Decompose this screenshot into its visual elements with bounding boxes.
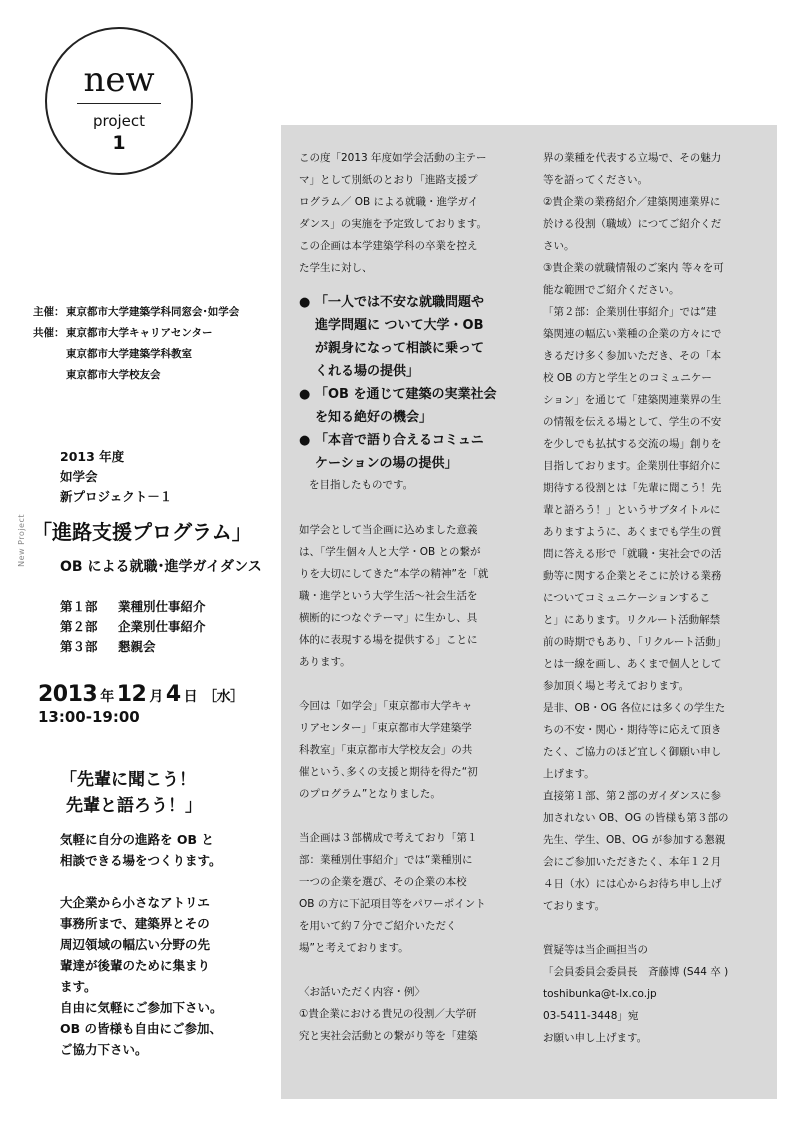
- text-line: 上げます。: [543, 768, 595, 780]
- text-line: 「本音で語り合えるコミュニ: [315, 433, 484, 448]
- part-number: 第２部: [60, 619, 98, 634]
- contact-email: toshibunka@t-lx.co.jp: [543, 988, 657, 1000]
- date-day-unit: 日: [183, 689, 198, 705]
- sponsor-row: [33, 323, 239, 344]
- text-line: 事務所まで、建築界とその: [60, 916, 210, 931]
- sponsor-label: 共催：: [33, 327, 65, 339]
- text-line: 築関連の幅広い業種の企業の方々にで: [543, 328, 722, 340]
- text-line: 「一人では不安な就職問題や: [315, 295, 485, 310]
- logo-word: new: [83, 60, 155, 100]
- text-line: ケーションの場の提供」: [315, 456, 458, 471]
- text-line: この度「2013 年度如学会活動の主テー: [299, 152, 487, 164]
- bullet-dot: ●: [299, 387, 311, 402]
- text-line: 如学会として当企画に込めました意義: [299, 524, 478, 536]
- text-line: ログラム／ OB による就職・進学ガイ: [299, 196, 479, 208]
- new-project-logo: [45, 27, 193, 175]
- text-line: 場”と考えております。: [299, 942, 409, 954]
- sponsor-text: 東京都市大学キャリアセンター: [66, 327, 213, 339]
- sponsor-label: 主催：: [33, 306, 65, 318]
- text-line: 「第２部：企業別仕事紹介」では“建: [543, 306, 717, 318]
- text-line: さい。: [543, 240, 575, 252]
- text-line: とは一線を画し、あくまで個人として: [543, 658, 722, 670]
- spacer: [543, 917, 765, 939]
- intro-org: 如学会: [60, 469, 98, 484]
- text-line: 科教室」「東京都市大学校友会」の共: [299, 744, 473, 756]
- text-line: 先生、学生、OB、OG が参加する懇親: [543, 834, 726, 846]
- text-line: 加されない OB、OG の皆様も第３部の: [543, 812, 729, 824]
- text-line: 於ける役割（職域）につてご紹介くだ: [543, 218, 722, 230]
- text-line: OB の皆様も自由にご参加、: [60, 1021, 223, 1036]
- text-line: りを大切にしてきた“本学の精神”を「就: [299, 568, 489, 580]
- text-line: 輩と語ろう！」というサブタイトルに: [543, 504, 721, 516]
- paragraph: [299, 981, 517, 1047]
- text-line: リアセンター」「東京都市大学建築学: [299, 722, 472, 734]
- text-line: 部：業種別仕事紹介」では“業種別に: [299, 854, 473, 866]
- contact-name: 「会員委員会委員長 斉藤博 (S44 卒 ): [543, 966, 729, 978]
- text-line: たく、ご協力のほど宜しく御願い申し: [543, 746, 722, 758]
- part-number: 第１部: [60, 599, 98, 614]
- paragraph: [299, 147, 517, 279]
- date-year: 2013: [38, 682, 98, 707]
- text-line: ダンス」の実施を予定致しております。: [299, 218, 487, 230]
- text-line: た学生に対し、: [299, 262, 373, 274]
- bullet-item: [299, 291, 517, 383]
- pitch-text: [60, 829, 255, 1081]
- part-item: [60, 637, 206, 657]
- pitch-paragraph: [60, 892, 255, 1060]
- text-line: ①貴企業における貴兄の役割／大学研: [299, 1008, 477, 1020]
- sponsor-text: 東京都市大学校友会: [66, 369, 161, 381]
- text-line: くれる場の提供」: [315, 364, 420, 379]
- part-number: 第３部: [60, 639, 98, 654]
- text-line: 輩達が後輩のために集まり: [60, 958, 211, 973]
- date-day: 4: [165, 682, 181, 707]
- part-name: 懇親会: [118, 639, 156, 654]
- sponsors-block: [33, 302, 239, 386]
- text-line: を少しでも払拭する交流の場」創りを: [543, 438, 722, 450]
- text-line: 横断的につなぐテーマ」に生かし、具: [299, 612, 478, 624]
- date-year-unit: 年: [100, 689, 114, 705]
- text-line: お願い申し上げます。: [543, 1032, 648, 1044]
- date-month: 12: [116, 682, 147, 707]
- slogan: [60, 767, 202, 819]
- sponsor-text: 東京都市大学建築学科教室: [66, 348, 192, 360]
- part-item: [60, 597, 206, 617]
- sponsor-row: [33, 344, 239, 365]
- date-month-unit: 月: [149, 689, 163, 705]
- text-line: 一つの企業を選び、その企業の本校: [299, 876, 467, 888]
- text-line: OB の方に下記項目等をパワーポイント: [299, 898, 486, 910]
- vertical-label: New Project: [17, 514, 26, 567]
- text-line: を用いて約７分でご紹介いただく: [299, 920, 457, 932]
- bullet-item: [299, 429, 517, 475]
- text-line: 是非、OB・OG 各位には多くの学生た: [543, 702, 726, 714]
- text-line: 究と実社会活動との繋がり等を「建築: [299, 1030, 478, 1042]
- aim-line: を目指したものです。: [309, 479, 414, 491]
- slogan-line: 先輩と語ろう！」: [66, 796, 202, 816]
- text-line: 体的に表現する場を提供する」ことに: [299, 634, 478, 646]
- sponsor-row: [33, 302, 239, 323]
- text-line: 自由に気軽にご参加下さい。: [60, 1000, 223, 1015]
- text-line: 職・進学という大学生活～社会生活を: [299, 590, 478, 602]
- text-line: 等を語ってください。: [543, 174, 648, 186]
- text-line: 当企画は３部構成で考えており「第１: [299, 832, 478, 844]
- contact-paragraph: [543, 939, 765, 1049]
- date-weekday: ［水］: [203, 689, 244, 705]
- text-line: ありますように、あくまでも学生の質: [543, 526, 722, 538]
- text-line: 質疑等は当企画担当の: [543, 944, 648, 956]
- text-line: 今回は「如学会」「東京都市大学キャ: [299, 700, 473, 712]
- text-line: 動等に関する企業とそこに於ける業務: [543, 570, 722, 582]
- intro-year: 2013 年度: [60, 449, 125, 464]
- sponsor-row: [33, 365, 239, 386]
- text-line: 進学問題に ついて大学・OB: [315, 318, 484, 333]
- text-line: 催という､多くの支援と期待を得た“初: [299, 766, 478, 778]
- text-line: 問に答える形で「就職・実社会での活: [543, 548, 722, 560]
- sponsor-text: 東京都市大学建築学科同窓会･如学会: [66, 306, 240, 318]
- text-line: ②貴企業の業務紹介／建築関連業界に: [543, 196, 721, 208]
- logo-divider: [77, 103, 161, 104]
- pitch-paragraph: [60, 829, 255, 871]
- text-line: 目指しております。企業別仕事紹介に: [543, 460, 721, 472]
- text-line: ております。: [543, 900, 606, 912]
- text-line: 校 OB の方と学生とのコミュニケー: [543, 372, 712, 384]
- text-line: きるだけ多く参加いただき、その「本: [543, 350, 722, 362]
- description-right-column: [543, 147, 765, 1049]
- text-line: 周辺領域の幅広い分野の先: [60, 937, 211, 952]
- event-time: 13:00-19:00: [38, 708, 140, 726]
- bullet-item: [299, 383, 517, 429]
- spacer: [299, 805, 517, 827]
- text-line: ちの不安・関心・期待等に応えて頂き: [543, 724, 722, 736]
- program-title: 「進路支援プログラム」: [32, 520, 252, 544]
- description-left-column: [299, 147, 517, 1047]
- bullet-text: [315, 383, 497, 429]
- bullet-dot: ●: [299, 295, 311, 310]
- text-line: ション」を通じて「建築関連業界の生: [543, 394, 722, 406]
- event-date: [38, 682, 247, 707]
- text-line: 「OB を通じて建築の実業社会: [315, 387, 497, 402]
- spacer: [299, 959, 517, 981]
- text-line: の情報を伝える場として、学生の不安: [543, 416, 722, 428]
- text-line: 期待する役割とは「先輩に聞こう！先: [543, 482, 722, 494]
- part-name: 企業別仕事紹介: [118, 619, 206, 634]
- contact-phone: 03-5411-3448」宛: [543, 1010, 639, 1022]
- text-line: 前の時期でもあり、「リクルート活動」: [543, 636, 727, 648]
- parts-list: [60, 597, 206, 657]
- text-line: は、「学生個々人と大学・OB との繋が: [299, 546, 481, 558]
- text-line: ③貴企業の就職情報のご案内 等々を可: [543, 262, 724, 274]
- logo-sub: project: [92, 112, 146, 130]
- text-line: この企画は本学建築学科の卒業を控え: [299, 240, 478, 252]
- text-line: ４日（水）には心からお待ち申し上げ: [543, 878, 722, 890]
- program-subtitle: OB による就職･進学ガイダンス: [60, 559, 262, 575]
- intro-block: [60, 447, 172, 507]
- text-line: マ」として別紙のとおり「進路支援プ: [299, 174, 478, 186]
- paragraph: [299, 519, 517, 673]
- intro-project: 新プロジェクト－１: [60, 489, 173, 504]
- text-line: 大企業から小さなアトリエ: [60, 895, 210, 910]
- bullet-text: [315, 291, 484, 383]
- text-line: 〈お話いただく内容・例〉: [299, 986, 425, 998]
- paragraph: [299, 695, 517, 805]
- text-line: ご協力下さい。: [60, 1042, 148, 1057]
- text-line: ます。: [60, 979, 97, 994]
- slogan-line: 「先輩に聞こう！: [60, 770, 196, 790]
- text-line: 直接第１部、第２部のガイダンスに参: [543, 790, 721, 802]
- text-line: のプログラム”となりました。: [299, 788, 441, 800]
- logo-number: 1: [112, 132, 126, 154]
- text-line: についてコミュニケーションするこ: [543, 592, 711, 604]
- text-line: を知る絶好の機会」: [315, 410, 433, 425]
- text-line: あります。: [299, 656, 351, 668]
- part-item: [60, 617, 206, 637]
- paragraph: [299, 827, 517, 959]
- text-line: 相談できる場をつくります。: [60, 853, 222, 868]
- text-line: と」にあります。リクルート活動解禁: [543, 614, 721, 626]
- paragraph: [543, 147, 765, 917]
- text-line: 気軽に自分の進路を OB と: [60, 832, 214, 847]
- bullet-dot: ●: [299, 433, 311, 448]
- text-line: 界の業種を代表する立場で、その魅力: [543, 152, 722, 164]
- text-line: 能な範囲でご紹介ください。: [543, 284, 680, 296]
- bullet-text: [315, 429, 484, 475]
- text-line: 参加頂く場と考えております。: [543, 680, 690, 692]
- part-name: 業種別仕事紹介: [118, 599, 206, 614]
- text-line: 会にご参加いただきたく、本年１２月: [543, 856, 722, 868]
- spacer: [299, 673, 517, 695]
- bullet-list: [299, 291, 517, 475]
- text-line: が親身になって相談に乗って: [315, 341, 485, 356]
